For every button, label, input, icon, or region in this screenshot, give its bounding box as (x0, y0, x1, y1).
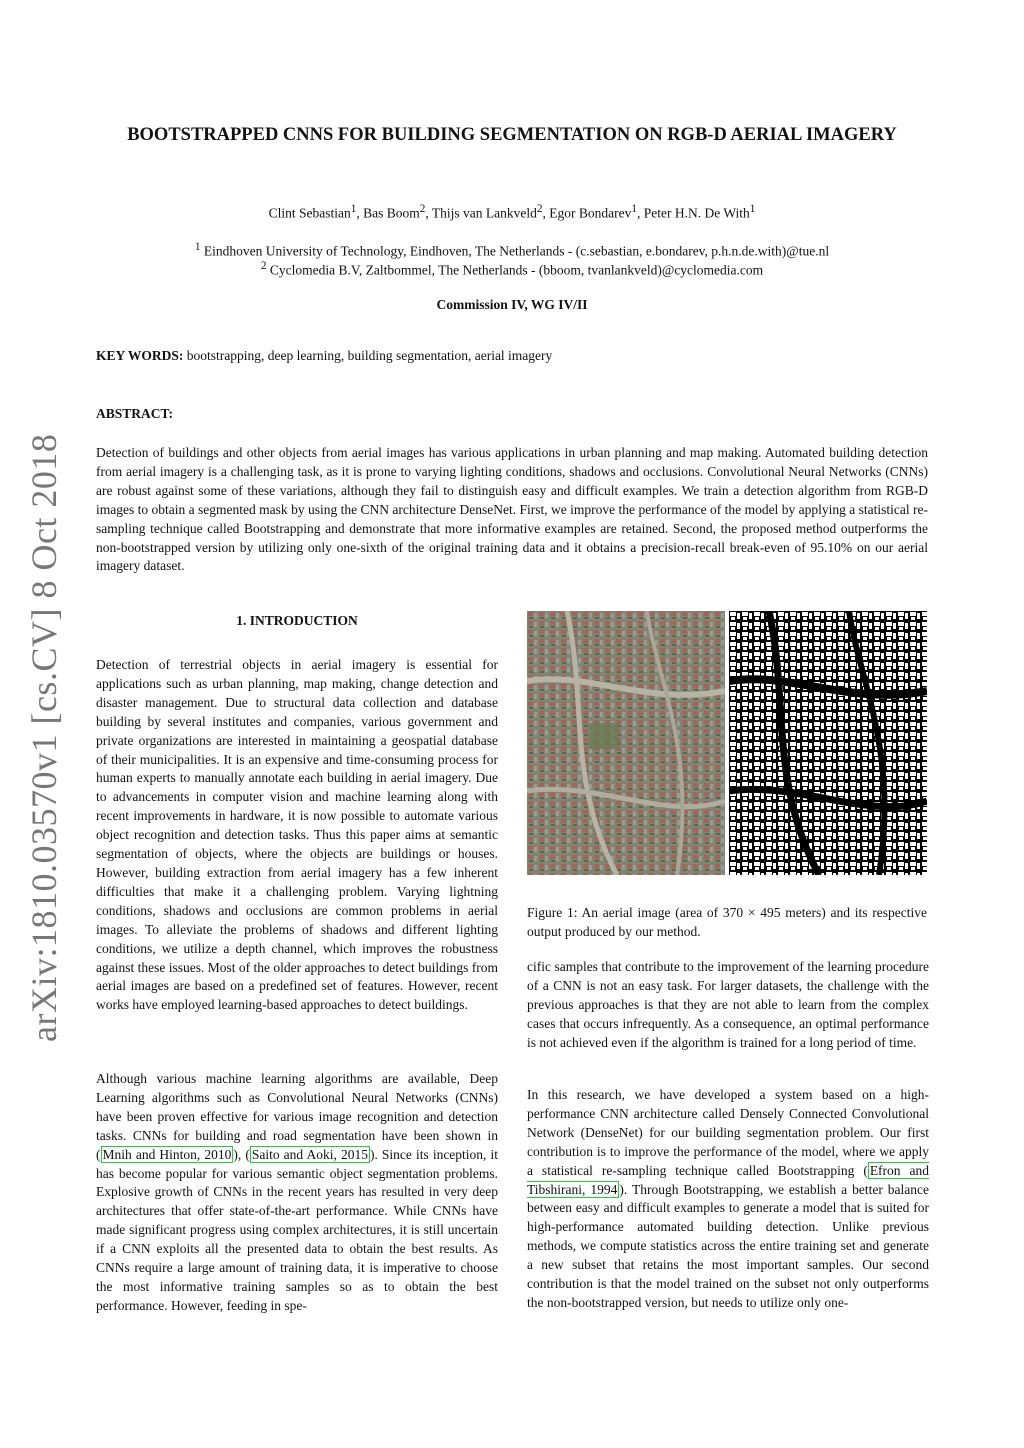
paragraph-text: In this research, we have developed a system based on a high-performance CNN architecture called Densely Connected Convolutional Network (DenseNet) for our building segmentation problem. Our first contribution is to improve the performance of the model, where we apply a statistical re-sampling technique called Bootstrapping ( (527, 1087, 929, 1178)
author-name: Peter H.N. De With (643, 205, 750, 221)
author-affiliation-mark: 1 (749, 203, 756, 215)
affiliation-mark: 1 (194, 241, 201, 253)
segmentation-mask-image (729, 611, 927, 875)
figure-1 (527, 611, 927, 876)
commission-line: Commission IV, WG IV/II (436, 297, 588, 312)
author-list: Clint Sebastian$^1$, Bas Boom$^2$, Thijs van Lankveld$^2$, Egor Bondarev$^1$, Peter H.N. De With$^1$ (268, 203, 756, 221)
figure-1-caption: Figure 1: An aerial image (area of 370 × 495 meters) and its respective output produced by our method. (527, 905, 927, 939)
author-affiliation-mark: 1 (631, 203, 637, 215)
abstract-text: Detection of buildings and other objects from aerial images has various applications in urban planning and map making. Automated building detection from aerial imagery is a challenging task, as it is prone to varying lighting conditions, shadows and occlusions. Convolutional Neural Networks (CNNs) are robust against some of these variations, although they fail to distinguish easy and difficult examples. We train a detection algorithm from RGB-D images to obtain a segmented mask by using the CNN architecture DenseNet. First, we improve the performance of the model by applying a statistical re-sampling technique called Bootstrapping and demonstrate that more informative examples are retained. Second, the proposed method outperforms the non-bootstrapped version by utilizing only one-sixth of the original training data and it obtains a precision-recall break-even of 95.10% on our aerial imagery dataset. (96, 445, 928, 574)
author-affiliation-mark: 1 (350, 203, 357, 215)
author-name: Egor Bondarev (549, 205, 632, 221)
arxiv-identifier-stamp: arXiv:1810.03570v1 [cs.CV] 8 Oct 2018 (24, 433, 64, 1042)
citation-link[interactable]: Mnih and Hinton, 2010 (102, 1146, 232, 1162)
paragraph-text: ), ( (233, 1146, 250, 1162)
abstract-heading: ABSTRACT: (96, 406, 174, 421)
intro-paragraph-4 (527, 1086, 929, 1313)
author-affiliation-mark: 2 (536, 203, 543, 215)
keywords-text: bootstrapping, deep learning, building segmentation, aerial imagery (186, 348, 553, 363)
citation-link[interactable]: Saito and Aoki, 2015 (251, 1146, 368, 1162)
paragraph-text: Although various machine learning algorithms are available, Deep Learning algorithms such as Convolutional Neural Networks (CNNs) have been proven effective for various image recognition and detection tasks. CNNs for building and road segmentation have been shown in ( (96, 1071, 498, 1162)
author-name: Clint Sebastian (268, 205, 351, 221)
aerial-image-graphic (527, 611, 725, 875)
affiliation-text: Eindhoven University of Technology, Eindhoven, The Netherlands - (c.sebastian, e.bondarev, p.h.n.de.with)@tue.nl (203, 243, 830, 259)
keywords-label: KEY WORDS: (96, 348, 184, 363)
author-name: Bas Boom (363, 205, 420, 221)
intro-paragraph-2 (96, 1070, 498, 1316)
keywords-line (96, 348, 552, 364)
intro-paragraph-3: cific samples that contribute to the improvement of the learning procedure of a CNN is not an easy task. For larger datasets, the challenge with the previous approaches is that they are not able to learn from the complex cases that occurs infrequently. As a consequence, an optimal performance is not achieved even if the algorithm is trained for a long period of time. (527, 959, 929, 1050)
paper-title: BOOTSTRAPPED CNNS FOR BUILDING SEGMENTATION ON RGB-D AERIAL IMAGERY (127, 125, 897, 145)
paragraph-text: ). Through Bootstrapping, we establish a better balance between easy and difficult examples to generate a model that is suited for high-performance automated building detection. Unlike previous methods, we compute statistics across the entire training set and generate a new subset that retains the most important samples. Our second contribution is that the model trained on the subset not only outperforms the non-bootstrapped version, but needs to utilize only one- (527, 1181, 930, 1310)
affiliation-2 (96, 257, 928, 280)
author-name: Thijs van Lankveld (431, 205, 537, 221)
section-heading-introduction: 1. INTRODUCTION (236, 613, 358, 628)
paragraph-text: ). Since its inception, it has become popular for various semantic object segmentation problems. Explosive growth of CNNs in the recent years has resulted in very deep architectures that offer state-of-the-art performance. While CNNs have made significant progress using complex architectures, it is still uncertain if a CNN exploits all the presented data to obtain the best results. As CNNs require a large amount of training data, it is imperative to choose the most informative training samples so as to obtain the best performance. However, feeding in spe- (96, 1146, 499, 1313)
citation-link[interactable]: Efron and Tibshirani, 1994 (527, 1162, 929, 1197)
affiliation-text: Cyclomedia B.V, Zaltbommel, The Netherlands - (bboom, tvanlankveld)@cyclomedia.com (269, 262, 764, 278)
intro-paragraph-1: Detection of terrestrial objects in aerial imagery is essential for applications such as urban planning, map making, change detection and disaster management. Due to structural data collection and database building by several institutes and companies, various government and private organizations are interested in maintaining a geospatial database of their municipalities. It is an expensive and time-consuming process for human experts to manually annotate each building in aerial imagery. Due to advancements in computer vision and machine learning along with recent improvements in hardware, it is now possible to automate various object recognition and detection tasks. Thus this paper aims at semantic segmentation of objects, where the objects are buildings or houses. However, building extraction from aerial imagery has a few inherent difficulties that make it a challenging problem. Varying lightning conditions, shadows and occlusions are common problems in aerial images. To alleviate the problems of shadows and different lighting conditions, we utilize a depth channel, which improves the robustness against these issues. Most of the older approaches to detect buildings from aerial images are based on a predefined set of features. However, recent works have employed learning-based approaches to detect buildings. (96, 657, 498, 1013)
segmentation-mask-graphic (729, 611, 927, 875)
affiliation-mark: 2 (260, 260, 267, 272)
author-affiliation-mark: 2 (419, 203, 426, 215)
aerial-image (527, 611, 725, 875)
